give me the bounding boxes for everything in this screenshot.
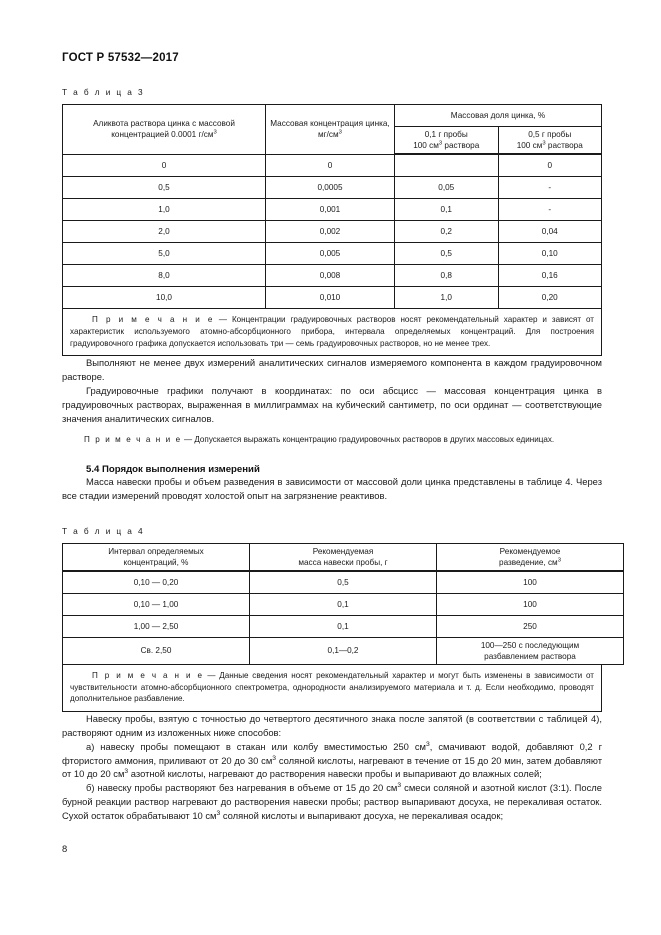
cell: 100 <box>437 571 624 594</box>
table4-header-mass: Рекомендуемая масса навески пробы, г <box>250 543 437 571</box>
cell: - <box>498 177 602 199</box>
note-label: П р и м е ч а н и е <box>84 435 182 445</box>
superscript-3: 3 <box>124 768 129 776</box>
superscript-3: 3 <box>338 129 342 136</box>
cell: 2,0 <box>63 221 266 243</box>
table-row <box>63 593 624 615</box>
paragraph-measurements: Выполняют не менее двух измерений аналитических сигналов измеряемого компонента в каждом градуировочном растворе. <box>62 357 602 383</box>
cell: 0,8 <box>395 265 499 287</box>
table3-caption: Т а б л и ц а 3 <box>62 87 145 97</box>
table-row <box>63 177 602 199</box>
cell: 10,0 <box>63 287 266 309</box>
note-text: — Данные сведения носят рекомендательный характер и могут быть изменены в зависимости от чувствительности атомно-абсорбционного спектрометра, однородности анализируемого материала и т. д. Если необходимо, проводят дополнительное разбавление. <box>70 671 594 704</box>
table4-header-interval: Интервал определяемых концентраций, % <box>63 543 250 571</box>
note-text: — Концентрации градуировочных растворов носят рекомендательный характер и зависят от характеристик используемого атомно-абсорбционного прибора, интервала определяемых концентраций. Для построения градуировочного графика допускается использовать три — семь градуировочных растворов, но не менее трех. <box>70 315 594 348</box>
table4-caption: Т а б л и ц а 4 <box>62 525 145 536</box>
table3-note <box>62 309 602 356</box>
superscript-3: 3 <box>216 809 221 817</box>
cell: 8,0 <box>63 265 266 287</box>
superscript-3: 3 <box>542 140 546 147</box>
cell <box>395 154 499 177</box>
table-row <box>63 615 624 637</box>
table4-header-dilution: Рекомендуемое разведение, $см^3$ <box>437 543 624 571</box>
cell: 0,2 <box>395 221 499 243</box>
cell: 250 <box>437 615 624 637</box>
table-row <box>63 287 602 309</box>
cell: Св. 2,50 <box>63 637 250 664</box>
cell: 1,0 <box>63 199 266 221</box>
paragraph-sample-mass: Масса навески пробы и объем разведения в зависимости от массовой доли цинка представлены в таблице 4. Через все стадии измерений проводят холостой опыт на загрязнение реактивов. <box>62 476 602 501</box>
table4 <box>62 543 624 665</box>
paragraph-method-a: а) навеску пробы помещают в стакан или колбу вместимостью 250 $см^3$, смачивают водой, добавляют 0,2 г фтористого аммония, приливают от 20 до 30 $см^3$ соляной кислоты, нагревают в течение от 15 до 20 мин, затем добавляют от 10 до 20 $см^3$ азотной кислоты, нагревают до растворения навески пробы и выпаривают до влажных солей; <box>62 740 602 780</box>
cell: 0,10 — 0,20 <box>63 571 250 594</box>
superscript-3: 3 <box>425 740 430 748</box>
superscript-3: 3 <box>557 557 561 564</box>
cell: 0,10 <box>498 243 602 265</box>
superscript-3: 3 <box>438 140 443 147</box>
table3 <box>62 104 602 309</box>
cell: - <box>498 199 602 221</box>
table-row <box>63 221 602 243</box>
cell: 0,20 <box>498 287 602 309</box>
paragraph-method-b: б) навеску пробы растворяют без нагревания в объеме от 15 до 20 $см^3$ смеси соляной и азотной кислот (3:1). После бурной реакции раствор нагревают до растворения навески пробы; раствор выпаривают досуха, не перекаливая остаток. Сухой остаток обрабатывают 10 $см^3$ соляной кислоты и выпаривают досуха, не перекаливая осадок; <box>62 782 602 821</box>
cell: 0,10 — 1,00 <box>63 593 250 615</box>
table-row <box>63 154 602 177</box>
cell: 0 <box>498 154 602 177</box>
cell: 1,0 <box>395 287 499 309</box>
cell: 100 <box>437 593 624 615</box>
cell: 0,1—0,2 <box>250 637 437 664</box>
paragraph-sample-dissolution: Навеску пробы, взятую с точностью до четвертого десятичного знака после запятой (в соответствии с таблицей 4), растворяют одним из изложенных ниже способов: <box>62 713 602 739</box>
cell: 0,1 <box>250 615 437 637</box>
note-label: П р и м е ч а н и е <box>92 315 214 325</box>
table3-header-aliquot: Аликвота раствора цинка с массовой концентрацией 0.0001 $г/см^3$ <box>63 105 266 155</box>
table-row <box>63 243 602 265</box>
cell: 5,0 <box>63 243 266 265</box>
note-text: — Допускается выражать концентрацию градуировочных растворов в других массовых единицах. <box>181 435 555 445</box>
table3-header-sample-01: 0,1 г пробы 100 $см^3$ раствора <box>395 127 499 155</box>
paragraph-calibration-graphs: Градуировочные графики получают в координатах: по оси абсцисс — массовая концентрация цинка в градуировочных растворах, выраженная в миллиграммах на кубический сантиметр, по оси ординат — соответствующие значения аналитических сигналов. <box>62 384 602 424</box>
page-content <box>62 0 602 823</box>
table-row <box>63 571 624 594</box>
cell: 0,1 <box>395 199 499 221</box>
superscript-3: 3 <box>213 129 217 136</box>
note-label: П р и м е ч а н и е <box>92 671 204 680</box>
cell: 0,04 <box>498 221 602 243</box>
table3-header-group-mass-fraction: Массовая доля цинка, % <box>395 105 602 127</box>
cell: 0 <box>266 154 395 177</box>
superscript-3: 3 <box>272 754 277 762</box>
cell: 0,0005 <box>266 177 395 199</box>
cell: 0 <box>63 154 266 177</box>
table-row <box>63 265 602 287</box>
table3-header-mass-conc: Массовая концентрация цинка, $мг/см^3$ <box>266 105 395 155</box>
cell: 1,00 — 2,50 <box>63 615 250 637</box>
cell: 0,05 <box>395 177 499 199</box>
cell: 0,005 <box>266 243 395 265</box>
cell: 0,5 <box>63 177 266 199</box>
cell: 0,16 <box>498 265 602 287</box>
cell: 0,1 <box>250 593 437 615</box>
page-number: 8 <box>62 843 68 854</box>
cell: 0,5 <box>250 571 437 594</box>
cell: 100—250 с последующим разбавлением раствора <box>437 637 624 664</box>
table3-header-sample-05: 0,5 г пробы 100 $см^3$ раствора <box>498 127 602 155</box>
cell: 0,010 <box>266 287 395 309</box>
cell: 0,002 <box>266 221 395 243</box>
standard-id-header: ГОСТ Р 57532—2017 <box>62 52 179 64</box>
note-mass-units <box>62 434 602 446</box>
cell: 0,001 <box>266 199 395 221</box>
table4-note <box>62 665 602 712</box>
table-row <box>63 637 624 664</box>
superscript-3: 3 <box>397 782 402 790</box>
table3-header-row-1 <box>63 105 602 127</box>
table-row <box>63 199 602 221</box>
cell: 0,5 <box>395 243 499 265</box>
table4-header-row <box>63 543 624 571</box>
section-heading-5-4: 5.4 Порядок выполнения измерений <box>86 464 260 476</box>
cell: 0,008 <box>266 265 395 287</box>
